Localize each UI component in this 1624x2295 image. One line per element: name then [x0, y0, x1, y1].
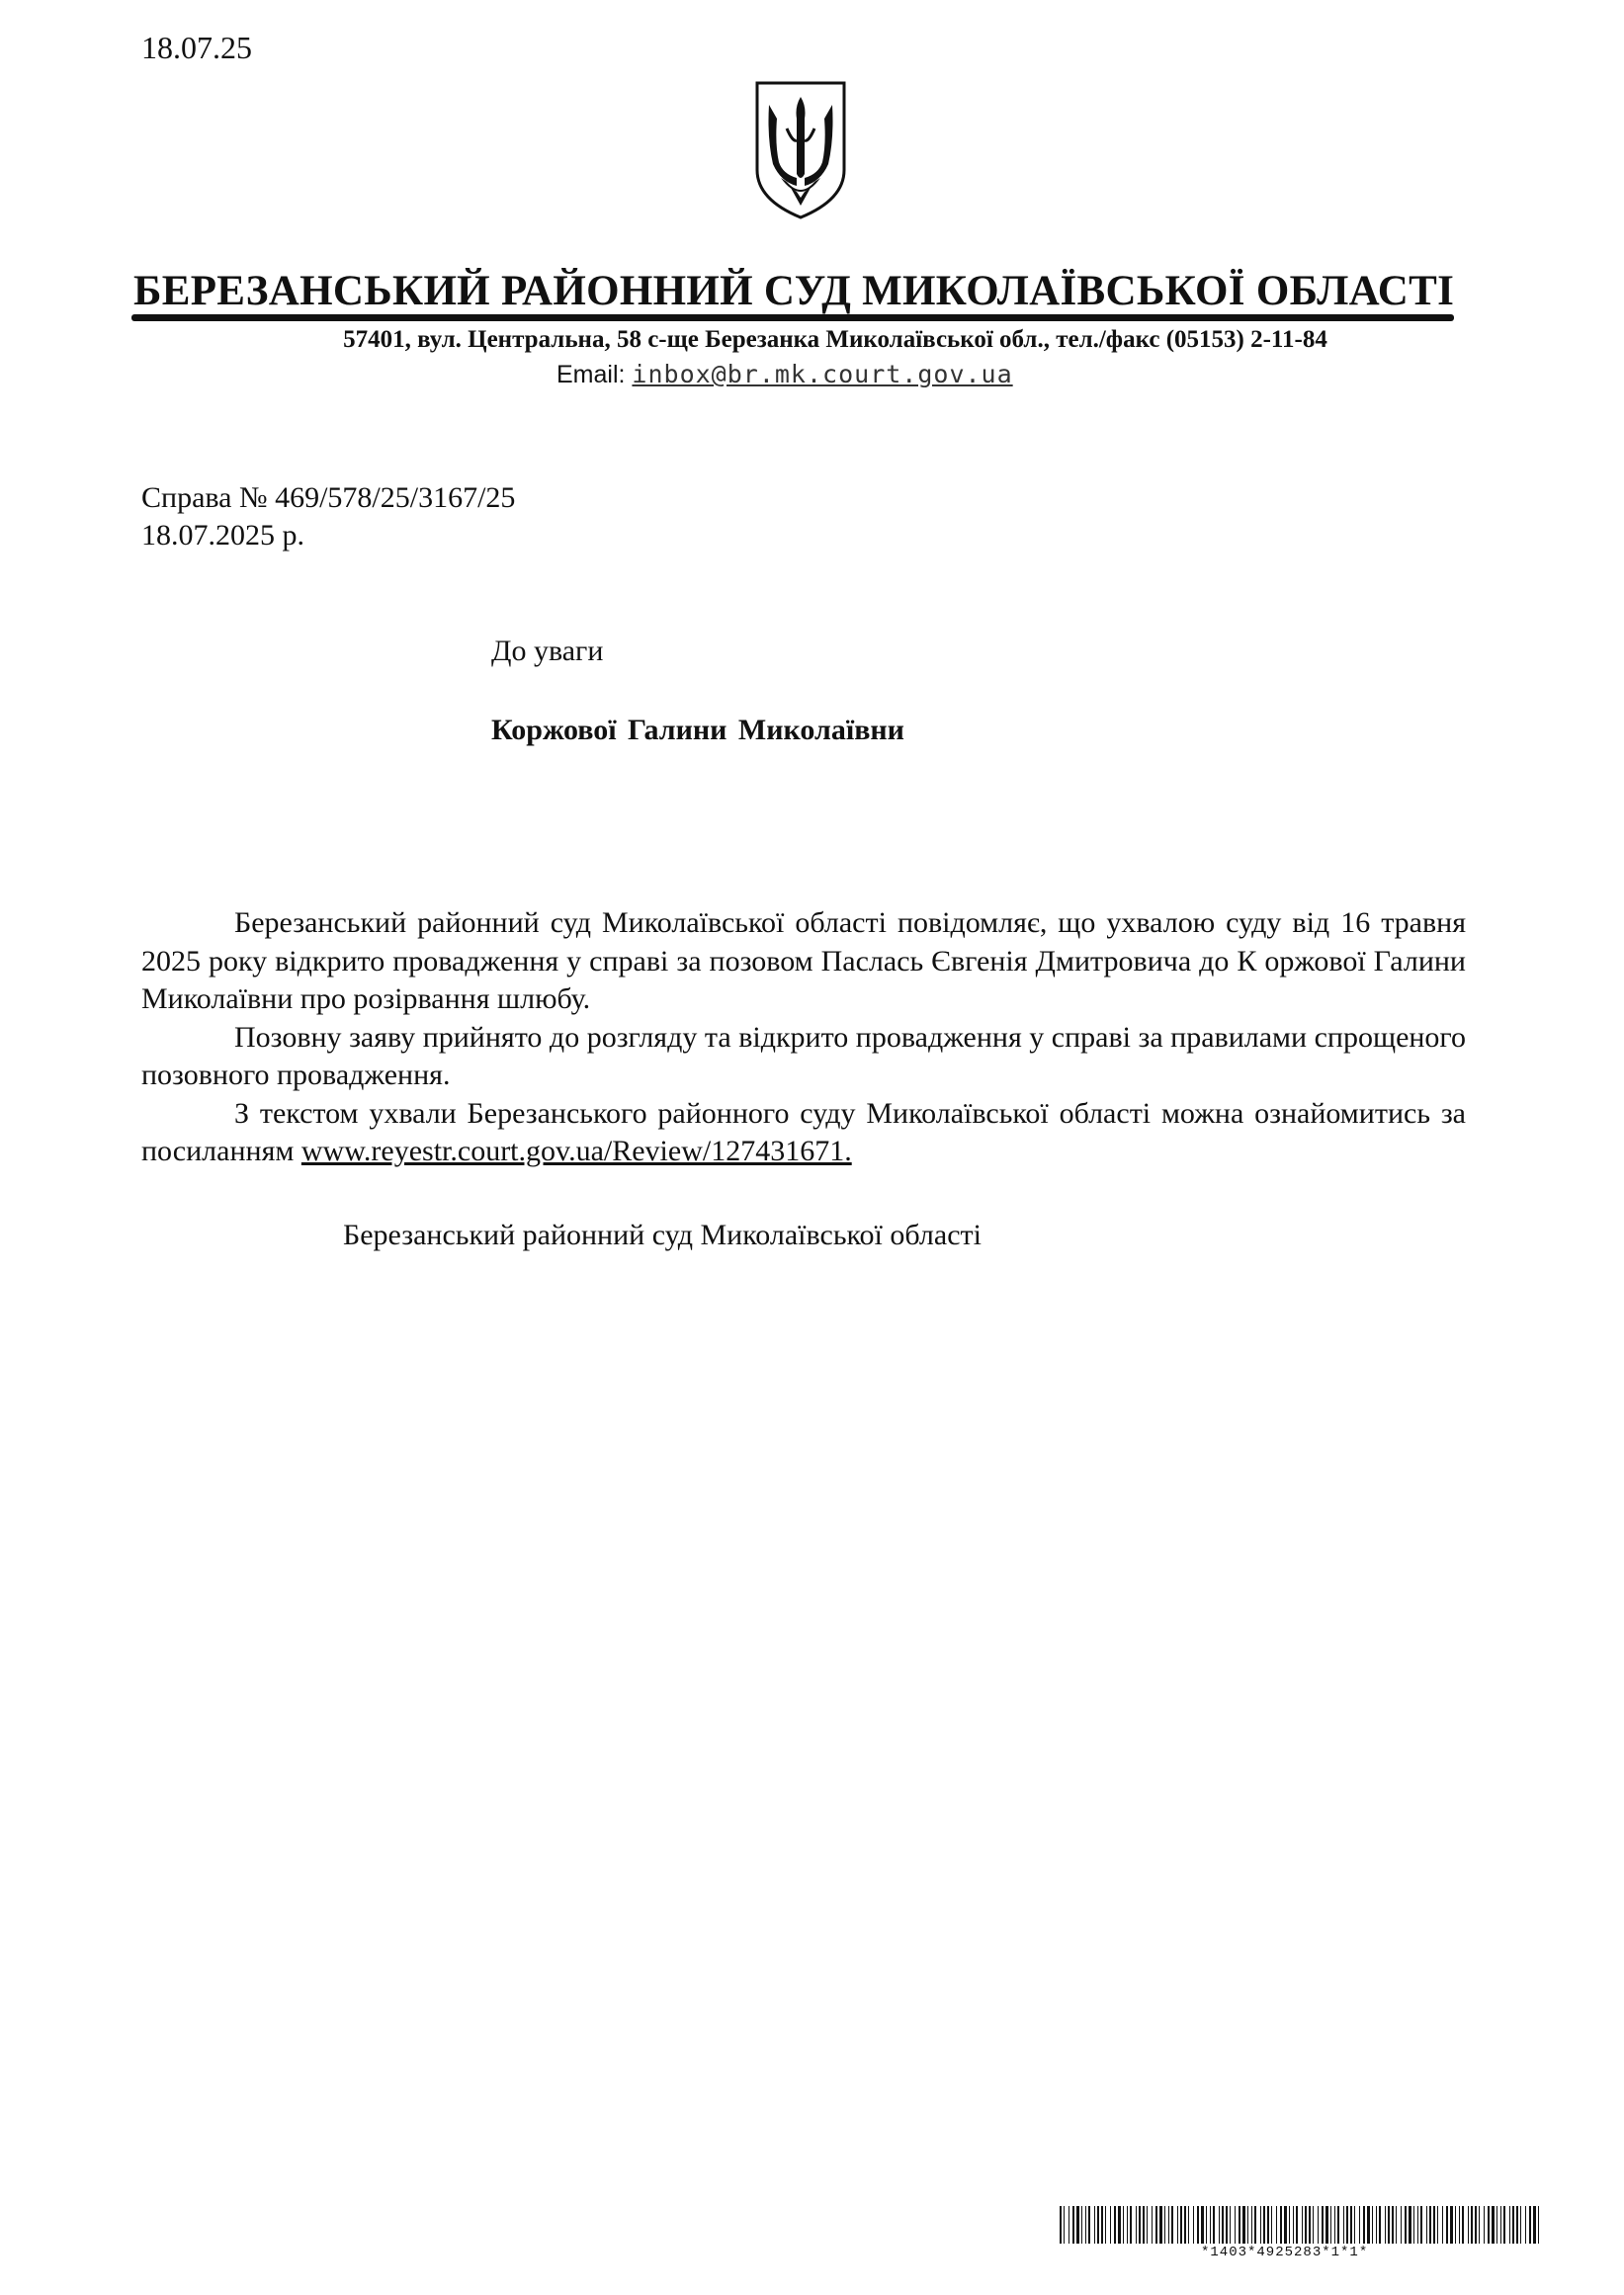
- court-title: БЕРЕЗАНСЬКИЙ РАЙОННИЙ СУД МИКОЛАЇВСЬКОЇ ОБЛАСТІ: [133, 268, 1455, 314]
- barcode-text: *1403*4925283*1*1*: [1201, 2245, 1369, 2260]
- letter-body: [141, 904, 1466, 1171]
- case-number: Справа № 469/578/25/3167/25: [141, 481, 516, 514]
- paragraph-3-text: З текстом ухвали Березанського районного суду Миколаївської області можна ознайомитись за посиланням: [141, 1096, 1466, 1167]
- header-divider: [131, 314, 1454, 321]
- body-paragraph-1: Березанський районний суд Миколаївської області повідомляє, що ухвалою суду від 16 травня 2025 року відкрито провадження у справі за позовом Паслась Євгенія Дмитровича до К оржової Галини Миколаївни про розірвання шлюбу.: [141, 906, 1466, 1015]
- email-label: Email:: [556, 361, 626, 388]
- recipient-name: Коржової Галини Миколаївни: [491, 714, 904, 746]
- body-paragraph-2: Позовну заяву прийнято до розгляду та відкрито провадження у справі за правилами спрощеного позовного провадження.: [141, 1020, 1466, 1091]
- court-address: 57401, вул. Центральна, 58 с-ще Березанка Миколаївської обл., тел./факс (05153) 2-11-84: [343, 326, 1327, 353]
- header-date: 18.07.25: [141, 30, 252, 65]
- signature: Березанський районний суд Миколаївської області: [343, 1219, 982, 1251]
- trident-coat-of-arms-icon: [751, 79, 850, 221]
- email-link[interactable]: inbox@br.mk.court.gov.ua: [632, 360, 1013, 388]
- registry-link[interactable]: www.reyestr.court.gov.ua/Review/127431671.: [300, 1135, 852, 1167]
- barcode-icon: [1060, 2206, 1540, 2244]
- case-date: 18.07.2025 р.: [141, 519, 304, 552]
- attention-label: До уваги: [491, 635, 604, 667]
- body-paragraph-3: [141, 1095, 1466, 1171]
- email-row: [556, 360, 1043, 389]
